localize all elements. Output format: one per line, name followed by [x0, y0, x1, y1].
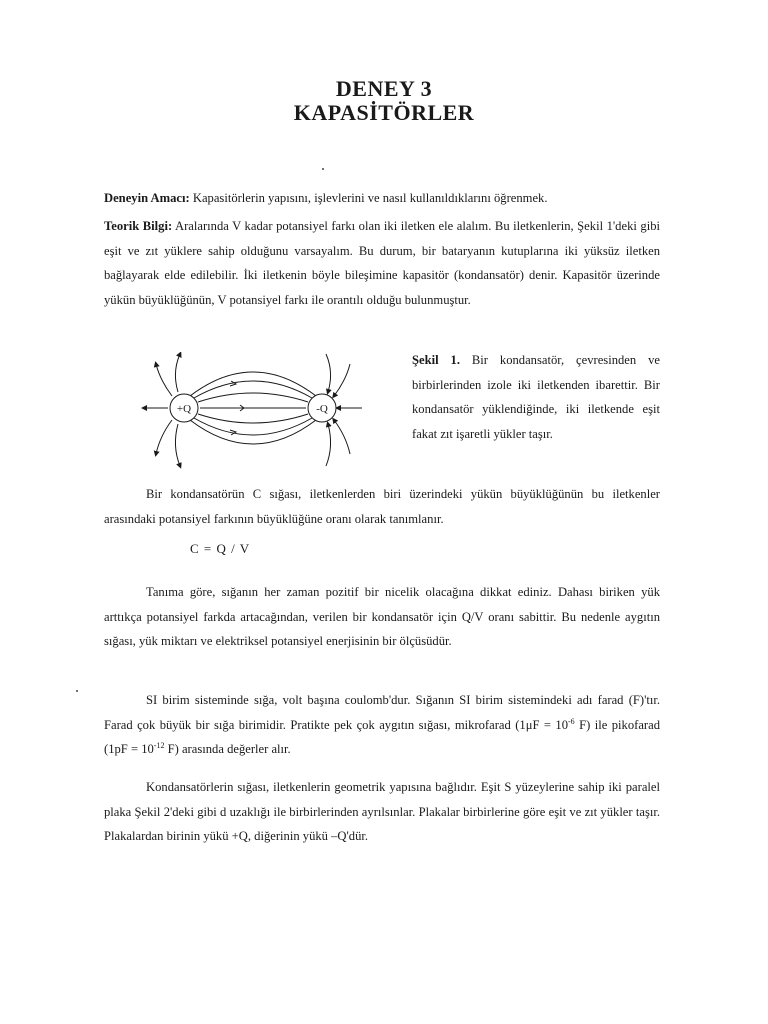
- theory-label: Teorik Bilgi:: [104, 219, 173, 233]
- units-text-2: F) ile pikofarad (1pF = 10: [104, 717, 660, 756]
- field-line: [156, 420, 172, 454]
- pico-exponent: -12: [153, 741, 165, 750]
- field-line: [156, 364, 172, 396]
- field-line: [194, 418, 312, 435]
- aim-text: Kapasitörlerin yapısını, işlevlerini ve nasıl kullanıldıklarını öğrenmek.: [189, 191, 548, 205]
- field-line: [326, 424, 331, 466]
- positivity-paragraph: Tanıma göre, sığanın her zaman pozitif bir nicelik olacağına dikkat ediniz. Dahası biriken yük arttıkça potansiyel farkda artacağından, verilen bir kondansatör için Q/V oranı sabittir. Bu nedenle aygıtın sığası, yük miktarı ve elektriksel potansiyel enerjisinin bir ölçüsüdür.: [104, 585, 660, 648]
- theory-text: Aralarında V kadar potansiyel farkı olan iki iletken ele alalım. Bu iletkenlerin, Şekil 1'deki gibi eşit ve zıt yüklere sahip olduğunu varsayalım. Bu durum, bir bataryanın kutuplarına iki yüksüz iletken bağlayarak elde edilebilir. İki iletkenin böyle bileşimine kapasitör (kondansatör) denir. Kapasitör üzerinde yükün büyüklüğünün, V potansiyel farkı ile orantılı olduğu bulunmuştur.: [104, 219, 660, 307]
- aim-paragraph: [104, 186, 660, 211]
- aim-label: Deneyin Amacı:: [104, 191, 190, 205]
- negative-charge-label: -Q: [316, 403, 328, 415]
- figure1-caption: [412, 348, 660, 446]
- figure1-caption-label: Şekil 1.: [412, 353, 460, 367]
- field-line: [326, 354, 331, 392]
- field-line: [198, 414, 308, 423]
- field-line: [190, 372, 316, 396]
- experiment-number-title: DENEY 3: [335, 76, 433, 101]
- positive-charge-label: +Q: [176, 403, 192, 415]
- units-text-3: F) arasında değerler alır.: [164, 742, 291, 756]
- micro-exponent: -6: [568, 716, 575, 726]
- field-line: [190, 420, 316, 444]
- scan-speck: [76, 690, 78, 692]
- field-line: [175, 354, 180, 392]
- field-line: [334, 364, 350, 396]
- field-line: [198, 393, 308, 402]
- field-line: [194, 381, 312, 398]
- capacitance-formula: C = Q / V: [190, 541, 251, 556]
- experiment-topic-title: KAPASİTÖRLER: [293, 100, 475, 125]
- capacitance-definition-paragraph: Bir kondansatörün C sığası, iletkenlerden biri üzerindeki yükün büyüklüğünün bu iletkenler arasındaki potansiyel farkının büyüklüğüne oranı olarak tanımlanır.: [104, 487, 660, 526]
- field-line: [334, 420, 350, 454]
- figure1-caption-text: Bir kondansatör, çevresinden ve birbirlerinden izole iki iletkenden ibarettir. Bir kondansatör yüklendiğinde, iki iletkende eşit fakat zıt işaretli yükler taşır.: [412, 353, 660, 441]
- units-text-1: SI birim sisteminde sığa, volt başına coulomb'dur. Sığanın SI birim sistemindeki adı farad (F)'tır. Farad çok büyük bir sığa birimidir. Pratikte pek çok aygıtın sığası, mikrofarad (1μF = 10: [104, 693, 660, 732]
- field-arrowhead: [238, 405, 244, 411]
- geometry-paragraph: Kondansatörlerin sığası, iletkenlerin geometrik yapısına bağlıdır. Eşit S yüzeylerine sahip iki paralel plaka Şekil 2'deki gibi d uzaklığı ile birbirlerinden ayrılsınlar. Plakalar birbirlerine göre eşit ve zıt yükler taşır. Plakalardan birinin yükü +Q, diğerinin yükü –Q'dür.: [104, 780, 660, 843]
- theory-paragraph: [104, 214, 660, 312]
- field-line: [175, 424, 180, 466]
- units-paragraph: [104, 688, 660, 762]
- scan-speck: [322, 168, 324, 170]
- capacitor-field-figure: [138, 352, 368, 470]
